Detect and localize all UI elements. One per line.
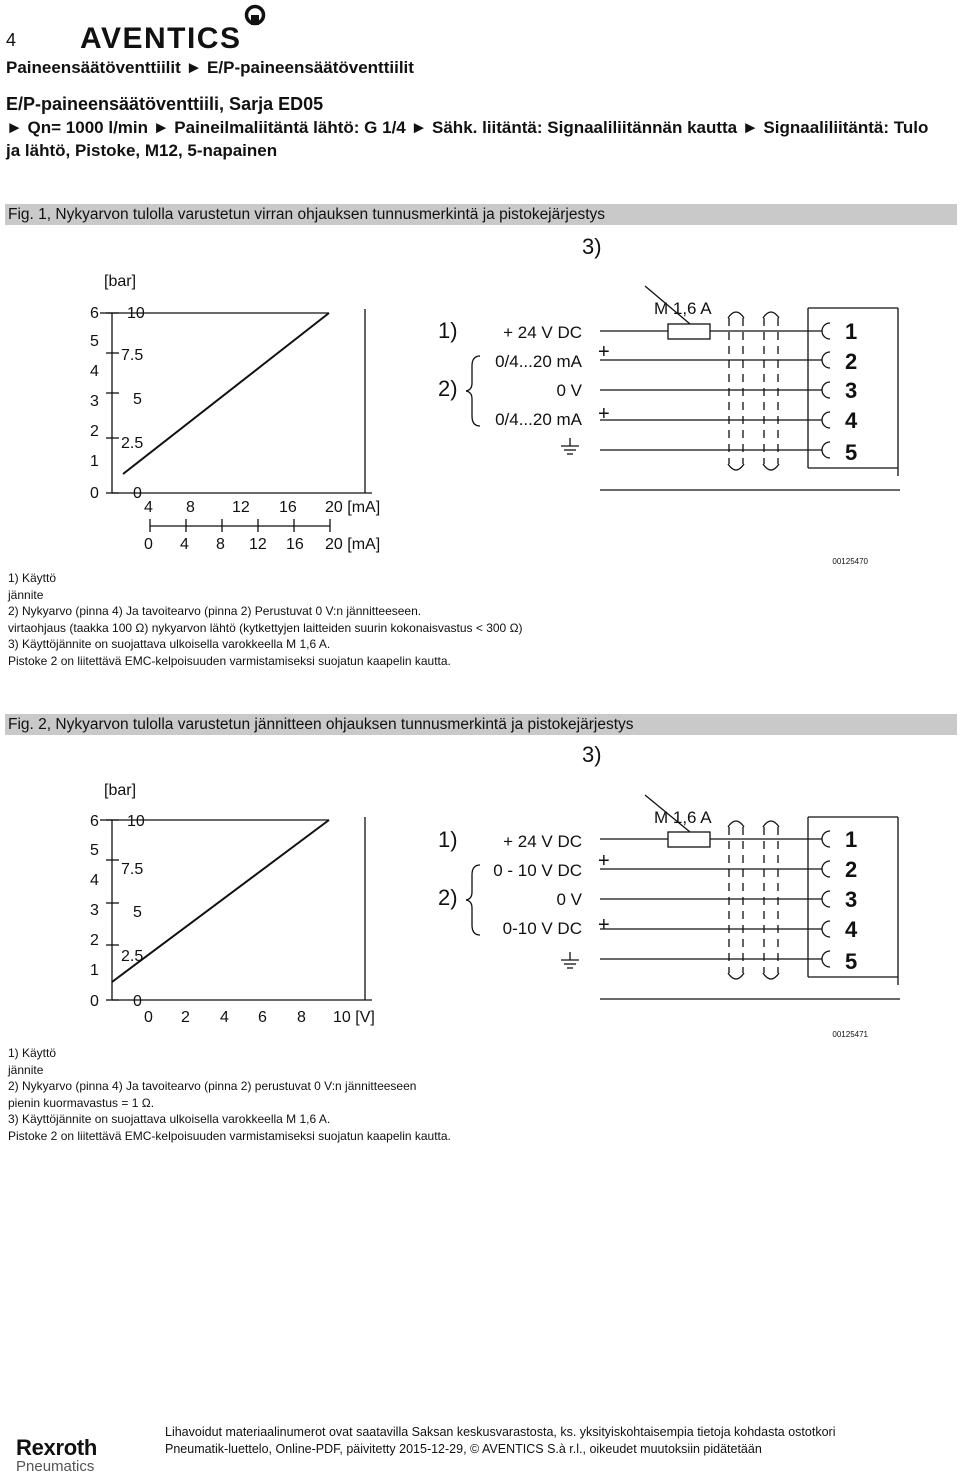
x-tick-1: 10 [V] <box>333 1009 375 1026</box>
label-1: 1) <box>438 318 458 343</box>
x-tick-1: 6 <box>258 1009 267 1026</box>
y-unit-label: [bar] <box>104 782 137 799</box>
y-tick-outer: 1 <box>90 962 99 979</box>
x-tick-2: 16 <box>286 536 304 553</box>
x-tick-1: 2 <box>181 1009 190 1026</box>
x-tick-1: 4 <box>220 1009 229 1026</box>
page-title: E/P-paineensäätöventtiili, Sarja ED05 <box>6 94 324 114</box>
figure-1-notes <box>8 570 523 670</box>
x-tick-2: 4 <box>180 536 189 553</box>
x-tick-1: 12 <box>232 499 250 516</box>
label-2: 2) <box>438 885 458 910</box>
pin-1: 1 <box>845 319 858 344</box>
y-tick-outer: 5 <box>90 333 99 350</box>
x-tick-1: 20 [mA] <box>325 499 381 516</box>
y-tick-inner: 10 <box>127 813 145 830</box>
y-tick-inner: 2.5 <box>121 435 144 452</box>
signal-4: 0-10 V DC <box>502 919 582 938</box>
figure-reference: 00125471 <box>832 1030 868 1039</box>
y-tick-inner: 0 <box>133 485 142 502</box>
y-tick-inner: 5 <box>133 904 142 921</box>
note-line: Pistoke 2 on liitettävä EMC-kelpoisuuden varmistamiseksi suojatun kaapelin kautta. <box>8 653 451 668</box>
attributes-line-2: ja lähtö, Pistoke, M12, 5-napainen <box>6 141 278 160</box>
note-line: 3) Käyttöjännite on suojattava ulkoisella varokkeella M 1,6 A. <box>8 637 331 652</box>
y-tick-outer: 2 <box>90 423 99 440</box>
note-line: Pistoke 2 on liitettävä EMC-kelpoisuuden varmistamiseksi suojatun kaapelin kautta. <box>8 1128 451 1143</box>
pin-3: 3 <box>845 378 858 403</box>
y-tick-outer: 6 <box>90 305 99 322</box>
x-tick-1: 4 <box>144 499 153 516</box>
note-line: virtaohjaus (taakka 100 Ω) nykyarvon lähtö (kytkettyjen laitteiden suurin kokonaisvastus < 300 Ω) <box>8 620 523 635</box>
figure-2-diagram <box>0 737 960 1047</box>
plus-sign: + <box>598 403 610 425</box>
pin-3: 3 <box>845 887 858 912</box>
breadcrumb: Paineensäätöventtiilit ► E/P-paineensäätöventtiilit <box>6 58 414 77</box>
note-line: pienin kuormavastus = 1 Ω. <box>8 1095 155 1110</box>
label-3: 3) <box>582 234 602 259</box>
label-3: 3) <box>582 742 602 767</box>
y-tick-outer: 4 <box>90 872 99 889</box>
y-tick-outer: 2 <box>90 932 99 949</box>
label-2: 2) <box>438 376 458 401</box>
pin-5: 5 <box>845 949 858 974</box>
x-tick-2: 12 <box>249 536 267 553</box>
plus-sign: + <box>598 914 610 936</box>
aventics-logo <box>80 2 270 55</box>
pin-2: 2 <box>845 857 858 882</box>
figure-2-caption: Fig. 2, Nykyarvon tulolla varustetun jännitteen ohjauksen tunnusmerkintä ja pistokejärjestys <box>5 714 957 735</box>
rexroth-brand: Rexroth <box>16 1435 98 1460</box>
note-line: jännite <box>8 587 44 602</box>
note-line: 3) Käyttöjännite on suojattava ulkoisella varokkeella M 1,6 A. <box>8 1112 331 1127</box>
y-tick-outer: 0 <box>90 485 99 502</box>
pin-5: 5 <box>845 440 858 465</box>
label-1: 1) <box>438 827 458 852</box>
y-tick-outer: 5 <box>90 842 99 859</box>
logo-text: AVENTICS <box>80 22 242 50</box>
y-tick-outer: 1 <box>90 453 99 470</box>
y-tick-inner: 7.5 <box>121 861 144 878</box>
x-tick-1: 8 <box>297 1009 306 1026</box>
y-tick-outer: 0 <box>90 993 99 1010</box>
y-tick-outer: 3 <box>90 902 99 919</box>
y-tick-inner: 7.5 <box>121 347 144 364</box>
pin-2: 2 <box>845 349 858 374</box>
y-unit-label: [bar] <box>104 273 137 290</box>
signal-2: 0 - 10 V DC <box>493 861 582 880</box>
figure-reference: 00125470 <box>832 557 868 566</box>
signal-1: + 24 V DC <box>503 832 582 851</box>
page-number: 4 <box>6 30 17 50</box>
page-footer <box>165 1424 835 1458</box>
x-tick-2: 0 <box>144 536 153 553</box>
y-tick-inner: 0 <box>133 993 142 1010</box>
footer-line-2: Pneumatik-luettelo, Online-PDF, päivitetty 2015-12-29, © AVENTICS S.à r.l., oikeudet muutoksiin pidätetään <box>165 1442 762 1456</box>
rexroth-logo <box>16 1437 97 1475</box>
x-tick-2: 8 <box>216 536 225 553</box>
x-tick-2: 20 [mA] <box>325 536 381 553</box>
y-tick-outer: 4 <box>90 363 99 380</box>
figure-1-caption: Fig. 1, Nykyarvon tulolla varustetun virran ohjauksen tunnusmerkintä ja pistokejärjestys <box>5 204 957 225</box>
pin-4: 4 <box>845 408 858 433</box>
y-tick-outer: 6 <box>90 813 99 830</box>
figure-1-diagram <box>0 226 960 582</box>
note-line: jännite <box>8 1062 44 1077</box>
plus-sign: + <box>598 850 610 872</box>
note-line: 2) Nykyarvo (pinna 4) Ja tavoitearvo (pinna 2) Perustuvat 0 V:n jännitteeseen. <box>8 604 422 619</box>
signal-4: 0/4...20 mA <box>495 410 582 429</box>
x-tick-1: 16 <box>279 499 297 516</box>
footer-line-1: Lihavoidut materiaalinumerot ovat saatavilla Saksan keskusvarastosta, ks. yksityiskohtaisempia tietoja kohdasta ostotkori <box>165 1425 836 1439</box>
y-tick-inner: 5 <box>133 391 142 408</box>
x-tick-1: 8 <box>186 499 195 516</box>
signal-3: 0 V <box>556 890 582 909</box>
note-line: 1) Käyttö <box>8 571 57 585</box>
note-line: 2) Nykyarvo (pinna 4) Ja tavoitearvo (pinna 2) perustuvat 0 V:n jännitteeseen <box>8 1079 417 1094</box>
y-tick-outer: 3 <box>90 393 99 410</box>
plus-sign: + <box>598 341 610 363</box>
signal-2: 0/4...20 mA <box>495 352 582 371</box>
note-line: 1) Käyttö <box>8 1046 57 1060</box>
signal-1: + 24 V DC <box>503 323 582 342</box>
signal-3: 0 V <box>556 381 582 400</box>
y-tick-inner: 10 <box>127 305 145 322</box>
pin-4: 4 <box>845 917 858 942</box>
figure-2-notes <box>8 1045 451 1145</box>
x-tick-1: 0 <box>144 1009 153 1026</box>
fuse-label: M 1,6 A <box>654 808 712 827</box>
product-attributes <box>6 116 956 162</box>
pin-1: 1 <box>845 827 858 852</box>
y-tick-inner: 2.5 <box>121 948 144 965</box>
rexroth-sub: Pneumatics <box>16 1458 95 1475</box>
fuse-label: M 1,6 A <box>654 299 712 318</box>
attributes-line-1: ► Qn= 1000 l/min ► Paineilmaliitäntä lähtö: G 1/4 ► Sähk. liitäntä: Signaaliliitännän kautta ► Signaaliliitäntä: Tulo <box>6 118 929 137</box>
